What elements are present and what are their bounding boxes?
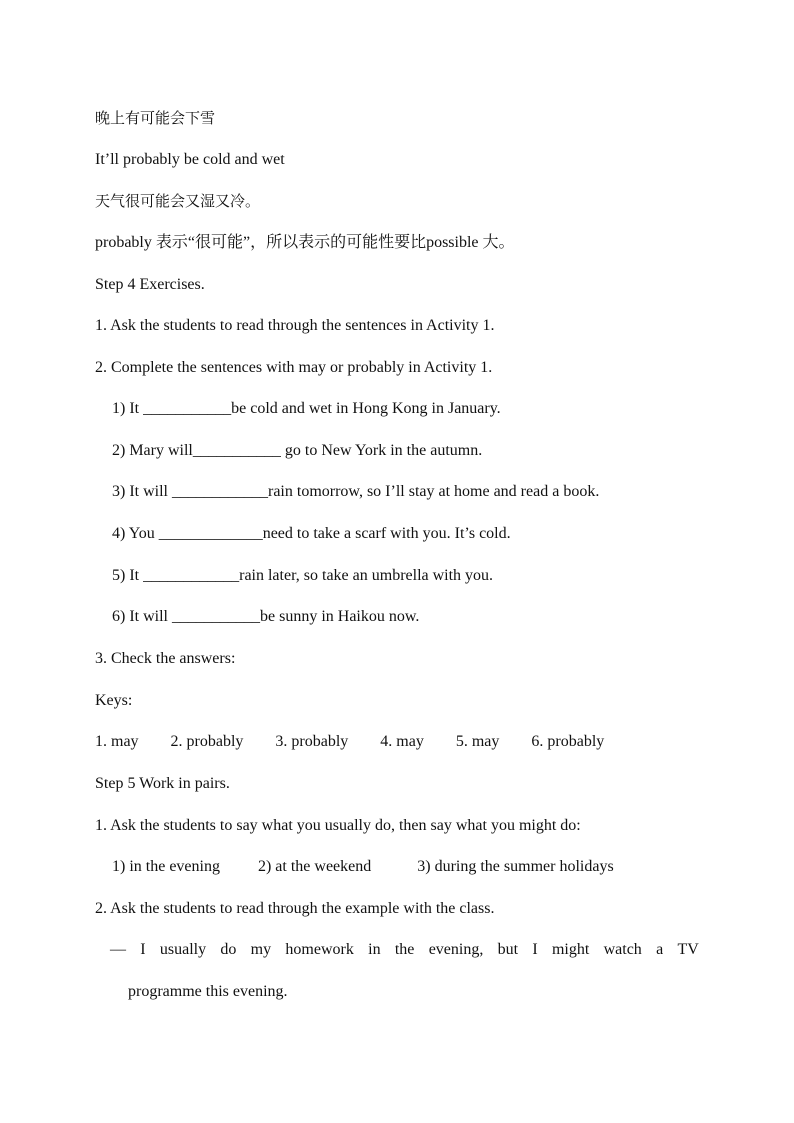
answer-key: 3. probably [275,733,349,750]
dialogue-word: usually [159,941,207,958]
step4-heading: Step 4 Exercises. [95,276,205,293]
exercise-pre: It will [129,483,172,500]
probably-note: probably 表示“很可能”，所以表示的可能性要比possible 大。 [95,234,515,251]
cn-cold-line: 天气很可能会又湿又冷。 [95,192,261,210]
exercise-5 [112,566,493,586]
answer-key: 2. probably [170,733,244,750]
step5-heading: Step 5 Work in pairs. [95,775,230,792]
dialogue-word: but [497,941,519,958]
exercise-pre: Mary will [129,442,193,459]
exercise-1 [112,399,501,419]
exercise-blank: ___________ [172,608,260,625]
exercise-pre: You [128,525,159,542]
step4-item-2: 2. Complete the sentences with may or probably in Activity 1. [95,359,493,376]
answer-key: 5. may [455,733,500,750]
exercise-number: 2) [112,442,126,459]
en-cold-line: It’ll probably be cold and wet [95,151,285,168]
cn-snow-line: 晚上有可能会下雪 [95,109,216,127]
answer-keys [95,732,604,752]
step4-item-1: 1. Ask the students to read through the sentences in Activity 1. [95,317,495,334]
exercise-3 [112,482,599,502]
exercise-number: 1) [112,400,126,417]
dialogue-dash: — [110,941,126,958]
step5-item-2: 2. Ask the students to read through the example with the class. [95,900,495,917]
exercise-number: 4) [112,525,126,542]
exercise-4 [112,524,511,544]
dialogue-word: evening, [428,941,484,958]
exercise-blank: ___________ [143,400,232,417]
dialogue-word: a [656,941,664,958]
exercise-pre: It [129,567,144,584]
keys-label: Keys: [95,692,133,709]
example-dialogue-line-2: programme this evening. [128,983,288,1000]
dialogue-word: my [250,941,272,958]
dialogue-word: I [140,941,146,958]
dialogue-word: do [220,941,237,958]
dialogue-word: in [368,941,381,958]
exercise-pre: It [129,400,144,417]
exercise-post: be cold and wet in Hong Kong in January. [231,400,501,417]
answer-key: 1. may [95,733,139,750]
check-answers: 3. Check the answers: [95,650,236,667]
example-dialogue-line-1 [110,940,699,960]
exercise-post: rain later, so take an umbrella with you. [239,567,494,584]
step5-item-1: 1. Ask the students to say what you usually do, then say what you might do: [95,817,581,834]
exercise-number: 6) [112,608,126,625]
answer-key: 6. probably [531,733,605,750]
exercise-blank: ____________ [143,567,240,584]
exercise-6 [112,607,419,627]
exercise-post: go to New York in the autumn. [280,442,483,459]
dialogue-word: the [394,941,415,958]
dialogue-word: TV [677,941,699,958]
dialogue-word: might [551,941,590,958]
dialogue-word: watch [603,941,642,958]
exercise-blank: ____________ [172,483,268,500]
exercise-post: be sunny in Haikou now. [260,608,420,625]
exercise-2 [112,441,482,461]
exercise-blank: ___________ [192,442,281,459]
exercise-number: 5) [112,567,126,584]
situation-item: 3) during the summer holidays [417,858,614,875]
exercise-number: 3) [112,483,126,500]
exercise-post: need to take a scarf with you. It’s cold. [262,525,511,542]
exercise-pre: It will [129,608,172,625]
exercise-blank: _____________ [158,525,263,542]
dialogue-word: I [532,941,538,958]
dialogue-word: homework [285,941,354,958]
answer-key: 4. may [380,733,424,750]
situations-row [112,857,614,877]
situation-item: 2) at the weekend [257,858,372,875]
exercise-post: rain tomorrow, so I’ll stay at home and read a book. [268,483,600,500]
situation-item: 1) in the evening [112,858,220,875]
